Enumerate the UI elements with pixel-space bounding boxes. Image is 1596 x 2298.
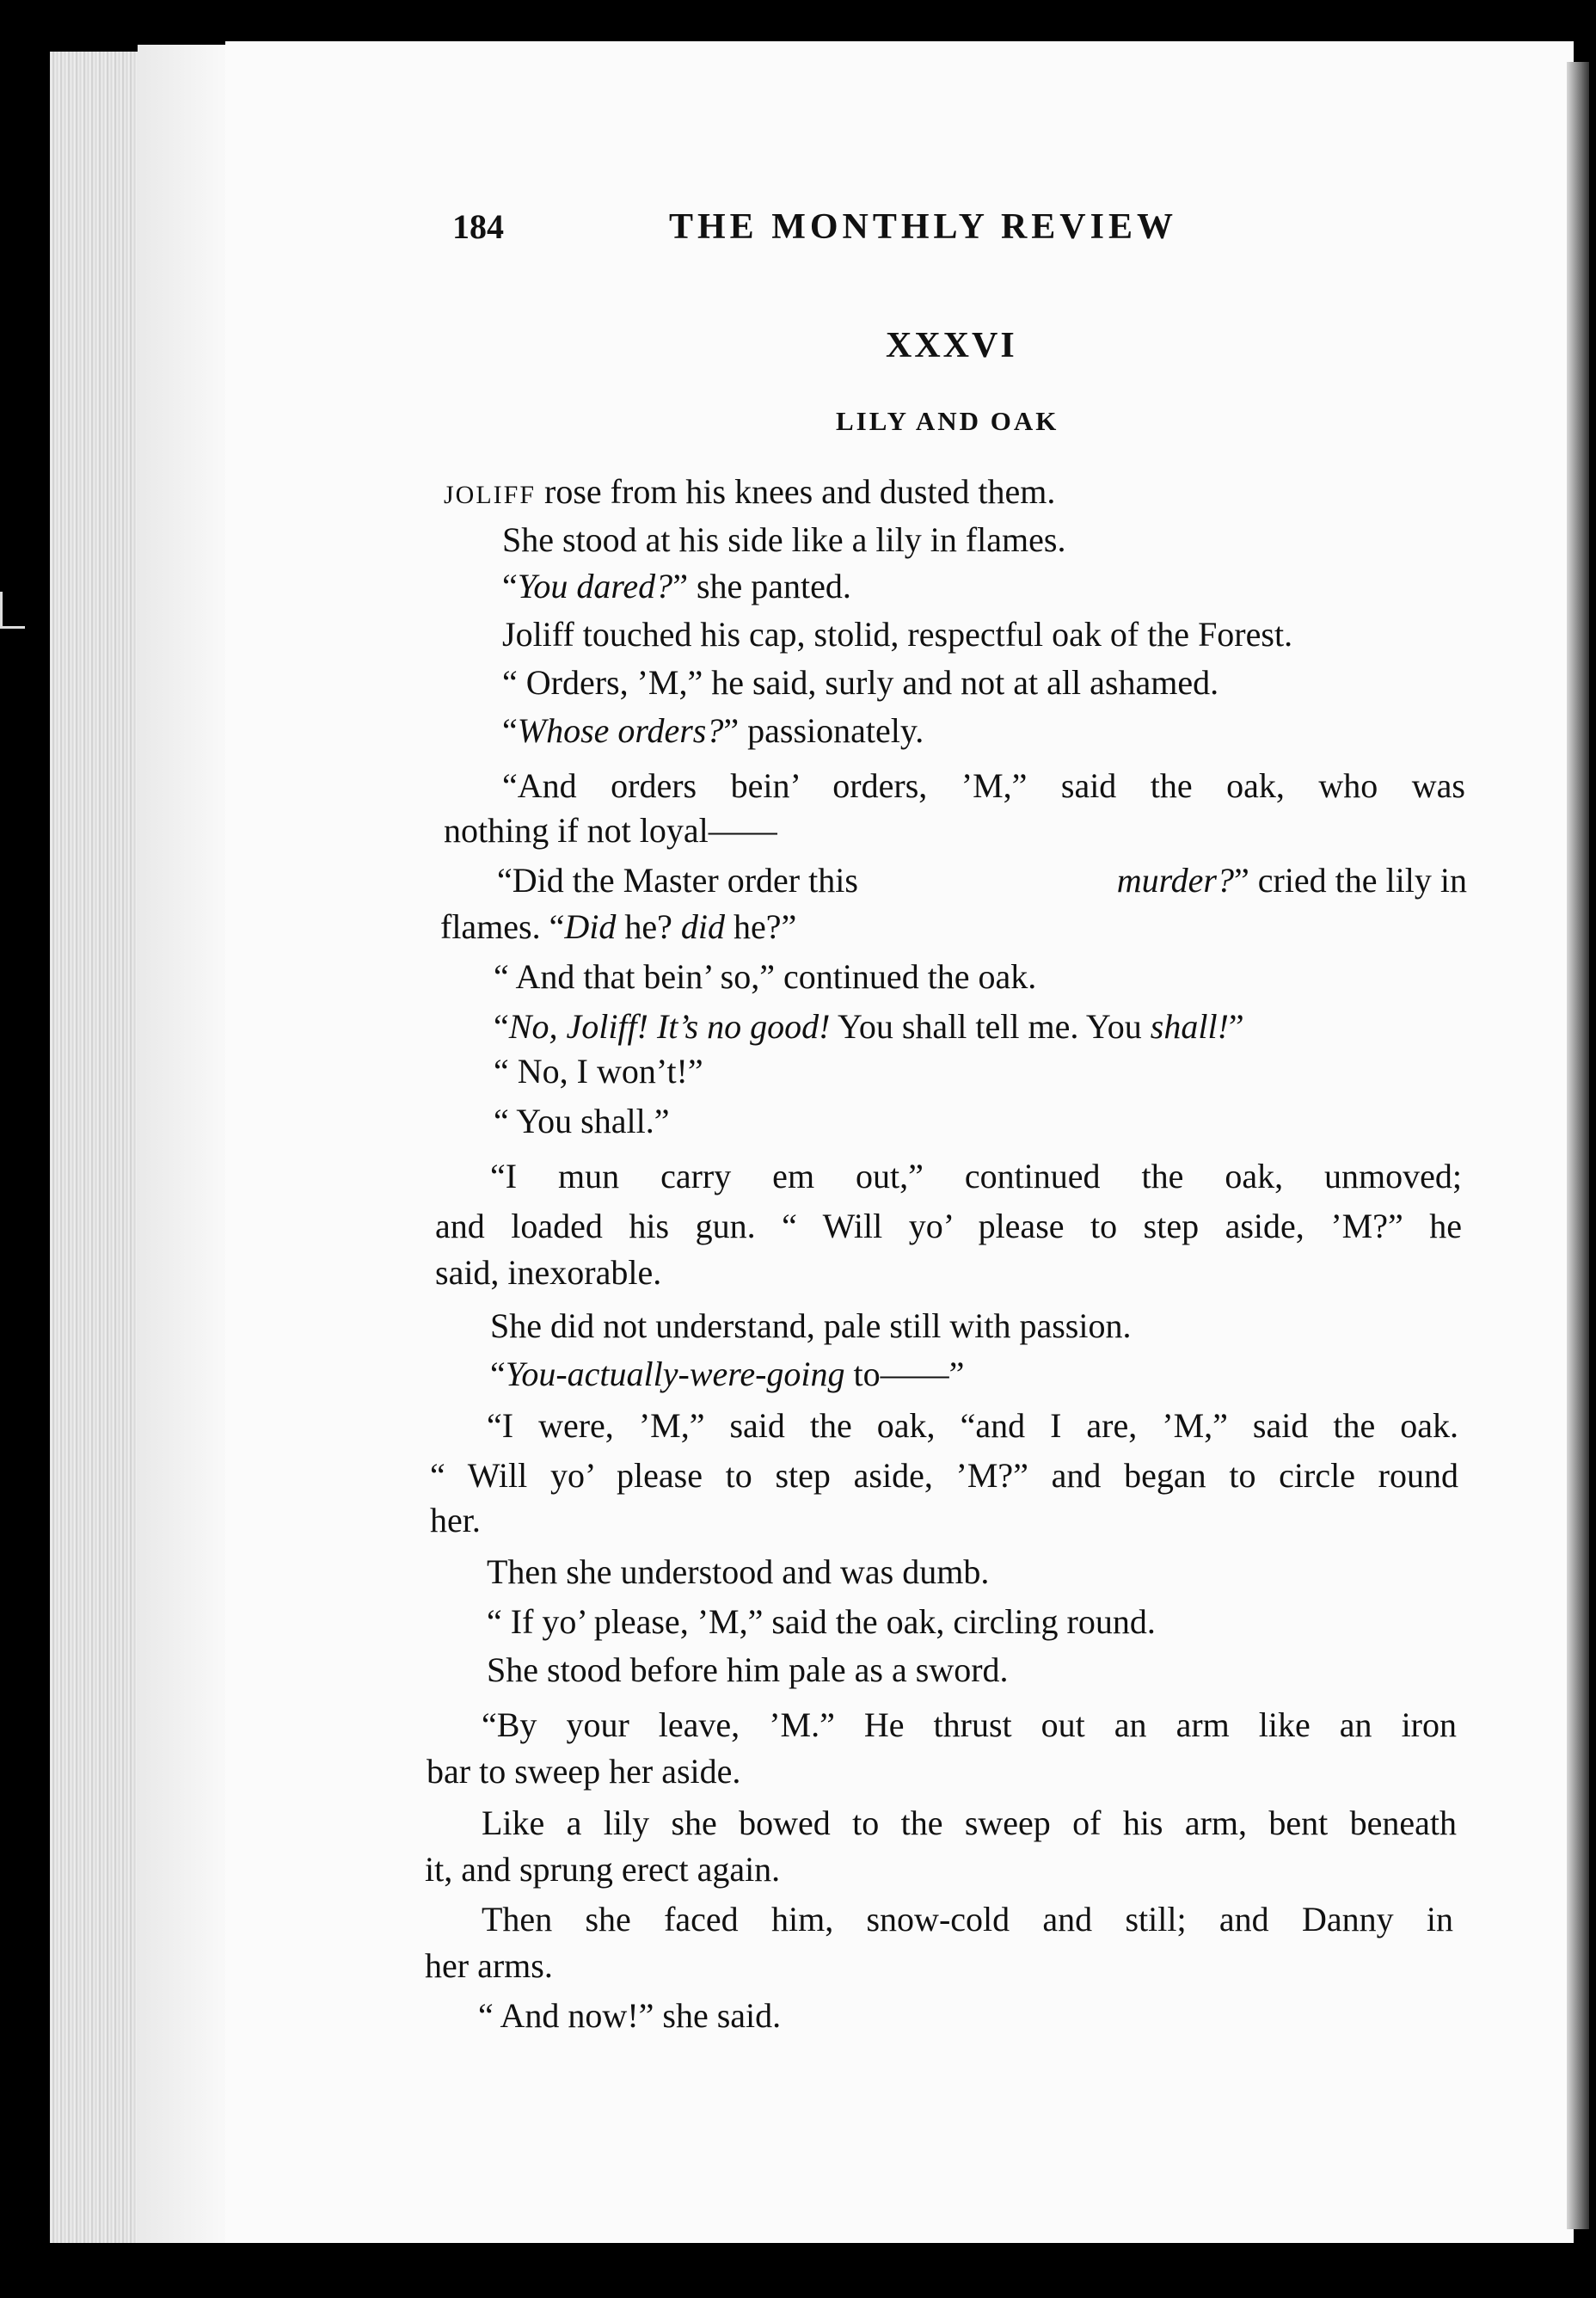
text-line: She stood before him pale as a sword. bbox=[487, 1650, 1009, 1689]
text-line: “You dared?” she panted. bbox=[502, 567, 851, 605]
text-line: “And orders bein’ orders, ’M,” said the oak, who was bbox=[502, 766, 1465, 805]
binding-edge bbox=[1567, 62, 1589, 2229]
text-line: “ You shall.” bbox=[494, 1102, 670, 1140]
text-line: “I mun carry em out,” continued the oak, unmoved; bbox=[490, 1157, 1462, 1195]
text-line: “No, Joliff! It’s no good! You shall tell me. You shall!” bbox=[494, 1007, 1244, 1046]
text-line: her. bbox=[430, 1501, 481, 1539]
text-line: flames. “Did he? did he?” bbox=[440, 907, 797, 946]
chapter-title: LILY AND OAK bbox=[836, 406, 1059, 436]
page-edge-shadow bbox=[138, 45, 232, 2243]
text-line: JOLIFF rose from his knees and dusted them. bbox=[444, 472, 1056, 511]
text-line: and loaded his gun. “ Will yo’ please to step aside, ’M?” he bbox=[435, 1207, 1462, 1245]
text-line: “ Orders, ’M,” he said, surly and not at all ashamed. bbox=[502, 663, 1219, 702]
text-line: She did not understand, pale still with passion. bbox=[490, 1306, 1132, 1345]
text-line: “ No, I won’t!” bbox=[494, 1052, 703, 1091]
text-line: Then she faced him, snow-cold and still; and Danny in bbox=[482, 1900, 1453, 1939]
text-line: “By your leave, ’M.” He thrust out an arm like an iron bbox=[482, 1705, 1457, 1744]
text-line: Joliff touched his cap, stolid, respectful oak of the Forest. bbox=[502, 615, 1293, 654]
text-line: “Did the Master order this murder?” cried the lily in bbox=[497, 861, 1467, 900]
text-line: said, inexorable. bbox=[435, 1253, 662, 1292]
running-title: THE MONTHLY REVIEW bbox=[669, 207, 1177, 247]
text-line: “I were, ’M,” said the oak, “and I are, ’M,” said the oak. bbox=[487, 1406, 1458, 1445]
text-line: nothing if not loyal—— bbox=[444, 811, 777, 850]
text-line: bar to sweep her aside. bbox=[427, 1752, 741, 1791]
text-line: Then she understood and was dumb. bbox=[487, 1552, 990, 1591]
text-line: She stood at his side like a lily in flames. bbox=[502, 520, 1066, 559]
text-line: it, and sprung erect again. bbox=[425, 1850, 781, 1889]
text-line: “ And now!” she said. bbox=[478, 1996, 782, 2035]
text-line: “ If yo’ please, ’M,” said the oak, circling round. bbox=[487, 1602, 1156, 1641]
chapter-number: XXXVI bbox=[886, 326, 1017, 366]
text-line: Like a lily she bowed to the sweep of his arm, bent beneath bbox=[482, 1803, 1457, 1842]
text-line: “You-actually-were-going to——” bbox=[490, 1355, 965, 1393]
margin-mark bbox=[0, 592, 25, 629]
text-line: “ Will yo’ please to step aside, ’M?” and began to circle round bbox=[430, 1456, 1458, 1495]
text-line: “ And that bein’ so,” continued the oak. bbox=[494, 957, 1037, 996]
text-line: her arms. bbox=[425, 1946, 553, 1985]
small-caps-name: JOLIFF bbox=[444, 481, 537, 509]
text-line: “Whose orders?” passionately. bbox=[502, 711, 924, 750]
page-number: 184 bbox=[452, 207, 504, 246]
